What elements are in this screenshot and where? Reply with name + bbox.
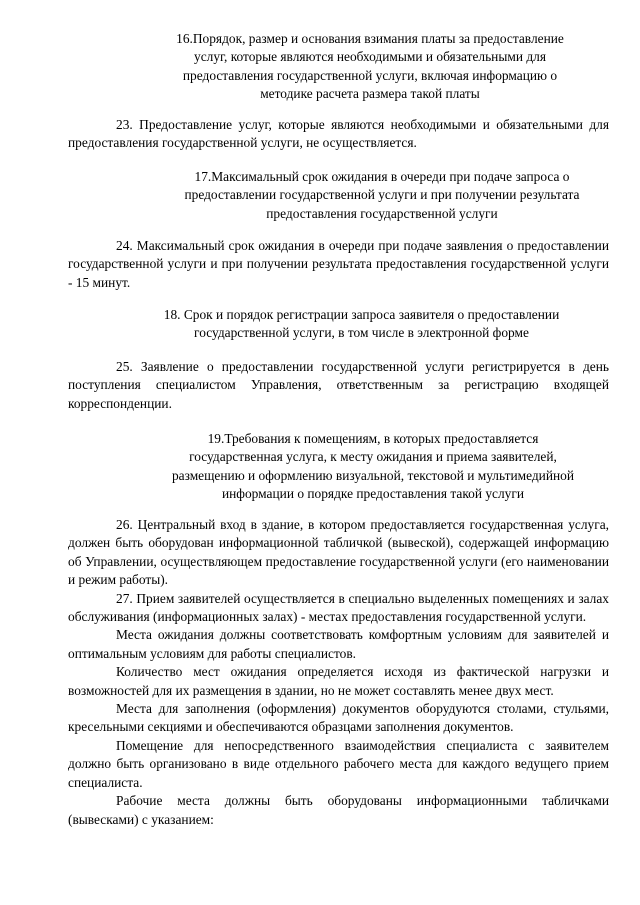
paragraph-waiting-places: Места ожидания должны соответствовать комфортным условиям для заявителей и оптимальным условиям для работы специалистов. bbox=[68, 627, 609, 661]
heading-line: 18. Срок и порядок регистрации запроса заявителя о предоставлении bbox=[163, 307, 560, 322]
heading-line: государственная услуга, к месту ожидания и приема заявителей, bbox=[189, 449, 557, 465]
heading-line: информации о порядке предоставления такой услуги bbox=[221, 486, 525, 502]
section-heading-18 bbox=[134, 306, 589, 343]
heading-line: предоставлении государственной услуги и при получении результата bbox=[184, 187, 580, 203]
paragraph-interaction-room: Помещение для непосредственного взаимодействия специалиста с заявителем должно быть организовано в виде отдельного рабочего места для каждого ведущего прием специалиста. bbox=[68, 737, 609, 790]
paragraph-block-26 bbox=[68, 516, 609, 829]
heading-line: государственной услуги, в том числе в электронной форме bbox=[194, 325, 529, 341]
section-heading-16 bbox=[150, 30, 590, 104]
heading-line: 17.Максимальный срок ожидания в очереди при подаче запроса о bbox=[194, 169, 570, 184]
heading-line: предоставления государственной услуги bbox=[266, 205, 498, 221]
paragraph-25: 25. Заявление о предоставлении государственной услуги регистрируется в день поступления специалистом Управления, ответственным за регистрацию входящей корреспонденции. bbox=[68, 359, 609, 411]
heading-line: 19.Требования к помещениям, в которых предоставляется bbox=[207, 431, 539, 446]
paragraph-number-of-places: Количество мест ожидания определяется исходя из фактической нагрузки и возможностей для их размещения в здании, но не может составлять менее двух мест. bbox=[68, 664, 609, 698]
paragraph-23: 23. Предоставление услуг, которые являются необходимыми и обязательными для предоставления государственной услуги, не осуществляется. bbox=[68, 117, 609, 151]
paragraph-24: 24. Максимальный срок ожидания в очереди при подаче заявления о предоставлении государственной услуги и при получении результата предоставления государственной услуги - 15 минут. bbox=[68, 238, 609, 290]
paragraph-workplaces: Рабочие места должны быть оборудованы информационными табличками (вывесками) с указанием: bbox=[68, 793, 609, 827]
paragraph-27: 27. Прием заявителей осуществляется в специально выделенных помещениях и залах обслуживания (информационных залах) - местах предоставления государственной услуги. bbox=[68, 590, 609, 625]
heading-line: 16.Порядок, размер и основания взимания платы за предоставление bbox=[176, 31, 564, 46]
paragraph-26: 26. Центральный вход в здание, в котором предоставляется государственная услуга, должен быть оборудован информационной табличкой (вывеской), содержащей информацию об Управлении, осуществляющем предоставление государственной услуги (его наименовании и режим работы). bbox=[68, 517, 609, 588]
section-heading-19 bbox=[138, 430, 608, 504]
heading-line: размещению и оформлению визуальной, текстовой и мультимедийной bbox=[171, 467, 575, 483]
heading-line: предоставления государственной услуги, включая информацию о bbox=[182, 67, 558, 83]
section-heading-17 bbox=[158, 168, 606, 223]
heading-line: услуг, которые являются необходимыми и обязательными для bbox=[194, 49, 546, 65]
heading-line: методике расчета размера такой платы bbox=[260, 86, 480, 102]
paragraph-filling-places: Места для заполнения (оформления) документов оборудуются столами, стульями, кресельными секциями и обеспечиваются образцами заполнения документов. bbox=[68, 701, 609, 735]
